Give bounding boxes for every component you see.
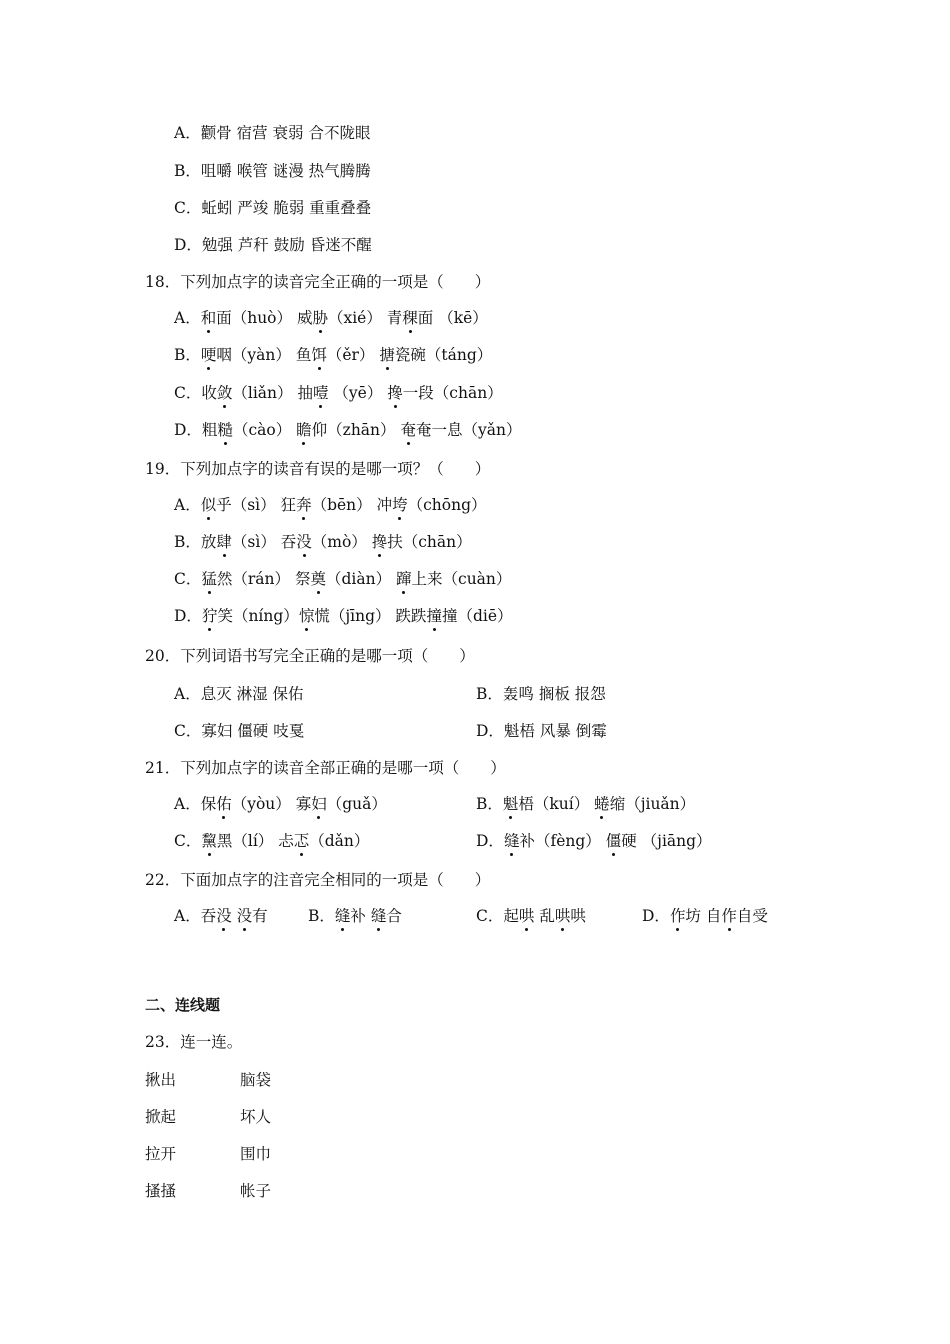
match-right-item[interactable]: 帐子 bbox=[240, 1182, 272, 1200]
q19-option-b: B．放肆（sì） 吞没（mò） 搀扶（chān） bbox=[174, 533, 472, 551]
q18-stem: 18．下列加点字的读音完全正确的一项是（ ） bbox=[145, 273, 491, 291]
match-left-item[interactable]: 揪出 bbox=[145, 1071, 177, 1089]
q19-stem: 19．下列加点字的读音有误的是哪一项？（ ） bbox=[145, 460, 491, 478]
q22-option-b: B．缝补 缝合 bbox=[308, 907, 402, 925]
q21-option-c: C．黧黑（lí） 忐忑（dǎn） bbox=[174, 832, 370, 850]
q22-stem: 22．下面加点字的注音完全相同的一项是（ ） bbox=[145, 871, 491, 889]
match-left-item[interactable]: 拉开 bbox=[145, 1145, 177, 1163]
q17-option-b: B．咀嚼 喉管 谜漫 热气腾腾 bbox=[174, 162, 371, 180]
q21-stem: 21．下列加点字的读音全部正确的是哪一项（ ） bbox=[145, 759, 506, 777]
q20-option-d: D．魁梧 风暴 倒霉 bbox=[476, 722, 607, 740]
match-right-item[interactable]: 围巾 bbox=[240, 1145, 272, 1163]
q20-option-a: A．息灭 淋湿 保佑 bbox=[174, 685, 304, 703]
q17-option-d: D．勉强 芦秆 鼓励 昏迷不醒 bbox=[174, 236, 372, 254]
match-right-item[interactable]: 脑袋 bbox=[240, 1071, 272, 1089]
q22-option-d: D．作坊 自作自受 bbox=[642, 907, 768, 925]
match-left-item[interactable]: 掀起 bbox=[145, 1108, 177, 1126]
q18-option-d: D．粗糙（cào） 瞻仰（zhān） 奄奄一息（yǎn） bbox=[174, 421, 522, 439]
q18-option-b: B．哽咽（yàn） 鱼饵（ěr） 搪瓷碗（táng） bbox=[174, 346, 493, 364]
q20-stem: 20．下列词语书写完全正确的是哪一项（ ） bbox=[145, 647, 475, 665]
q18-option-a: A．和面（huò） 威胁（xié） 青稞面 （kē） bbox=[174, 309, 488, 327]
q17-option-c: C．蚯蚓 严竣 脆弱 重重叠叠 bbox=[174, 199, 372, 217]
q22-option-a: A．吞没 没有 bbox=[174, 907, 268, 925]
q21-option-d: D．缝补（fèng） 僵硬 （jiāng） bbox=[476, 832, 712, 850]
q21-option-a: A．保佑（yòu） 寡妇（guǎ） bbox=[174, 795, 387, 813]
q23-stem: 23．连一连。 bbox=[145, 1033, 243, 1051]
q19-option-a: A．似乎（sì） 狂奔（bēn） 冲垮（chōng） bbox=[174, 496, 487, 514]
q18-option-c: C．收敛（liǎn） 抽噎 （yē） 搀一段（chān） bbox=[174, 384, 503, 402]
match-left-item[interactable]: 搔搔 bbox=[145, 1182, 177, 1200]
q22-option-c: C．起哄 乱哄哄 bbox=[476, 907, 586, 925]
q20-option-c: C．寡妇 僵硬 吱戛 bbox=[174, 722, 305, 740]
q20-option-b: B．轰鸣 搁板 报怨 bbox=[476, 685, 606, 703]
q21-option-b: B．魁梧（kuí） 蜷缩（jiuǎn） bbox=[476, 795, 696, 813]
q17-option-a: A．颧骨 宿营 衰弱 合不陇眼 bbox=[174, 124, 371, 142]
q19-option-c: C．猛然（rán） 祭奠（diàn） 蹿上来（cuàn） bbox=[174, 570, 512, 588]
q19-option-d: D．狞笑（níng）惊慌（jīng） 跌跌撞撞（diē） bbox=[174, 607, 513, 625]
match-right-item[interactable]: 坏人 bbox=[240, 1108, 272, 1126]
section-title: 二、连线题 bbox=[145, 996, 221, 1014]
